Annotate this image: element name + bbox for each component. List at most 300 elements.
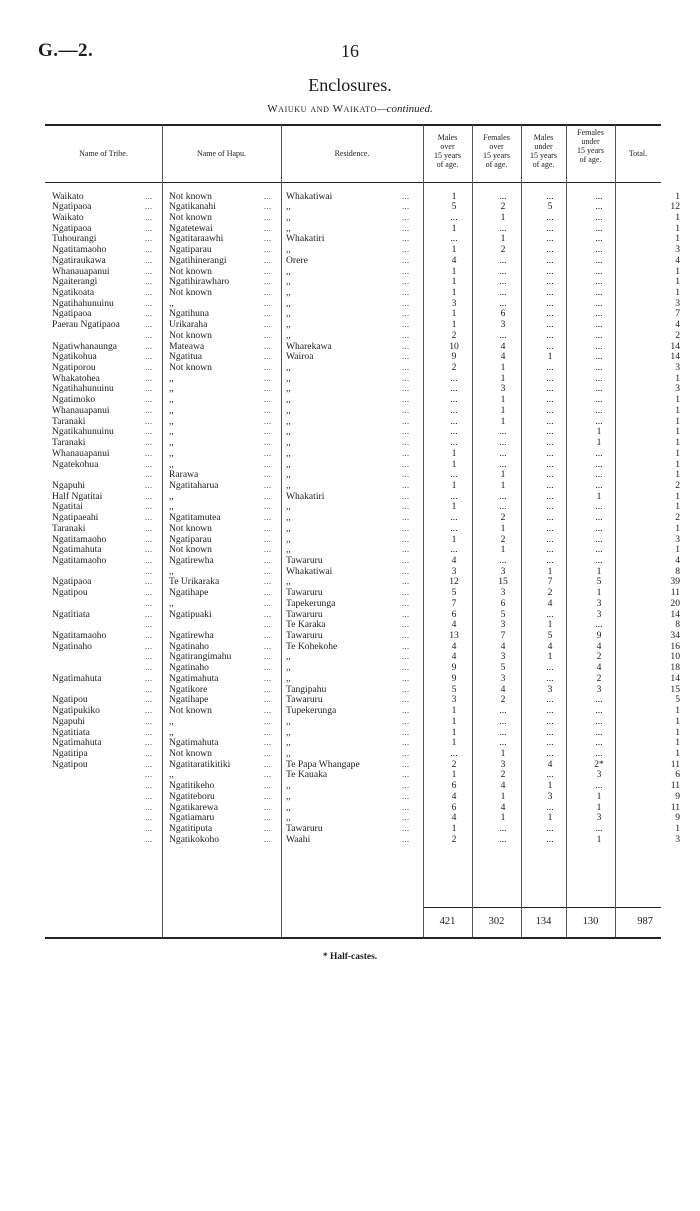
leader-dots: ... — [145, 438, 153, 448]
leader-dots: ... — [264, 813, 272, 823]
table-row — [0, 438, 700, 449]
males-under-cell: ... — [546, 609, 554, 620]
leader-dots: ... — [264, 373, 272, 383]
leader-dots: ... — [402, 234, 410, 244]
males-over-cell: 2 — [451, 363, 457, 374]
leader-dots: ... — [402, 566, 410, 576]
hapu-cell: ,, — [169, 598, 174, 609]
females-over-cell: 1 — [500, 395, 506, 406]
males-over-cell: 1 — [451, 245, 457, 256]
tribe-cell: Ngaiterangi — [52, 277, 98, 288]
leader-dots: ... — [145, 673, 153, 683]
hapu-cell: Ngatitua — [169, 352, 203, 363]
females-under-cell: ... — [595, 384, 603, 395]
leader-dots: ... — [402, 534, 410, 544]
table-row — [0, 738, 700, 749]
hapu-cell: Ngatitamutea — [169, 513, 221, 524]
residence-cell: Whakatiri — [286, 491, 325, 502]
females-under-cell: 1 — [596, 427, 602, 438]
table-row — [0, 663, 700, 674]
leader-dots: ... — [264, 823, 272, 833]
tribe-cell: Ngatitamaoho — [52, 555, 107, 566]
hapu-cell: ,, — [169, 427, 174, 438]
females-over-cell: 4 — [500, 341, 506, 352]
residence-cell: Waahi — [286, 834, 311, 845]
tribe-cell: Ngatihahunuinu — [52, 298, 114, 309]
females-under-cell: ... — [595, 781, 603, 792]
females-under-cell: ... — [595, 534, 603, 545]
leader-dots: ... — [402, 298, 410, 308]
females-over-cell: 1 — [500, 405, 506, 416]
males-under-cell: ... — [546, 223, 554, 234]
males-over-cell: 7 — [451, 598, 457, 609]
males-over-cell: 4 — [451, 641, 457, 652]
males-under-cell: ... — [546, 738, 554, 749]
males-under-cell: ... — [546, 663, 554, 674]
leader-dots: ... — [402, 588, 410, 598]
females-under-cell: 1 — [596, 438, 602, 449]
females-over-cell: 1 — [500, 212, 506, 223]
males-under-cell: ... — [546, 470, 554, 481]
leader-dots: ... — [264, 770, 272, 780]
total-cell: 1 — [675, 212, 680, 223]
header-line: over — [440, 142, 455, 151]
leader-dots: ... — [264, 684, 272, 694]
header-line: under — [534, 142, 553, 151]
residence-cell: ,, — [286, 813, 291, 824]
leader-dots: ... — [145, 266, 153, 276]
females-over-cell: 4 — [500, 684, 506, 695]
total-cell: 1 — [675, 748, 680, 759]
females-under-cell: ... — [595, 395, 603, 406]
leader-dots: ... — [264, 448, 272, 458]
leader-dots: ... — [402, 330, 410, 340]
header-residence: Residence. — [334, 149, 370, 158]
total-cell: 1 — [675, 395, 680, 406]
tribe-cell: Ngatipaeahi — [52, 513, 99, 524]
residence-cell: ,, — [286, 287, 291, 298]
males-under-cell: ... — [546, 459, 554, 470]
females-over-cell: 2 — [500, 534, 506, 545]
males-over-cell: 5 — [451, 588, 457, 599]
leader-dots: ... — [145, 352, 153, 362]
residence-cell: Whakatiri — [286, 234, 325, 245]
females-over-cell: ... — [499, 491, 507, 502]
females-under-cell: ... — [595, 405, 603, 416]
leader-dots: ... — [402, 255, 410, 265]
leader-dots: ... — [264, 245, 272, 255]
males-over-cell: 4 — [451, 255, 457, 266]
males-under-cell: ... — [546, 234, 554, 245]
leader-dots: ... — [145, 727, 153, 737]
males-under-cell: ... — [546, 277, 554, 288]
total-cell: 34 — [670, 631, 680, 642]
tribe-cell: Taranaki — [52, 416, 86, 427]
total-cell: 5 — [675, 695, 680, 706]
males-under-cell: ... — [546, 405, 554, 416]
table-row — [0, 652, 700, 663]
table-row — [0, 502, 700, 513]
leader-dots: ... — [264, 513, 272, 523]
hapu-cell: Ngatitaraawhi — [169, 234, 224, 245]
tribe-cell: Ngatimahuta — [52, 738, 102, 749]
males-over-cell: ... — [450, 373, 458, 384]
table-row — [0, 674, 700, 685]
tribe-cell: Ngatikoata — [52, 287, 95, 298]
females-under-cell: 2* — [594, 759, 604, 770]
residence-cell: ,, — [286, 277, 291, 288]
leader-dots: ... — [145, 609, 153, 619]
leader-dots: ... — [145, 566, 153, 576]
leader-dots: ... — [264, 727, 272, 737]
leader-dots: ... — [402, 716, 410, 726]
table-row — [0, 642, 700, 653]
residence-cell: Whakatiwai — [286, 566, 333, 577]
leader-dots: ... — [402, 791, 410, 801]
males-under-cell: ... — [546, 448, 554, 459]
tribe-cell: Ngapuhi — [52, 716, 86, 727]
hapu-cell: ,, — [169, 298, 174, 309]
table-row — [0, 803, 700, 814]
hapu-cell: ,, — [169, 405, 174, 416]
leader-dots: ... — [145, 823, 153, 833]
total-cell: 11 — [670, 802, 680, 813]
males-over-cell: ... — [450, 491, 458, 502]
hapu-cell: Ngatitikeho — [169, 781, 215, 792]
total-cell: 1 — [675, 545, 680, 556]
males-under-cell: ... — [546, 513, 554, 524]
leader-dots: ... — [264, 438, 272, 448]
males-over-cell: 9 — [451, 673, 457, 684]
females-under-cell: ... — [595, 513, 603, 524]
males-under-cell: ... — [546, 212, 554, 223]
males-over-cell: 1 — [451, 287, 457, 298]
leader-dots: ... — [145, 309, 153, 319]
females-under-cell: ... — [595, 341, 603, 352]
residence-cell: ,, — [286, 480, 291, 491]
leader-dots: ... — [402, 577, 410, 587]
hapu-cell: Te Urikaraka — [169, 577, 220, 588]
hapu-cell: ,, — [169, 502, 174, 513]
females-over-cell: 1 — [500, 813, 506, 824]
table-row — [0, 760, 700, 771]
males-under-cell: ... — [546, 438, 554, 449]
header-line: 15 years — [434, 151, 461, 160]
females-over-cell: 1 — [500, 480, 506, 491]
hapu-cell: Ngatinaho — [169, 663, 209, 674]
total-cell: 1 — [675, 502, 680, 513]
females-under-cell: ... — [595, 727, 603, 738]
leader-dots: ... — [264, 223, 272, 233]
total-males-over: 421 — [439, 916, 456, 927]
table-row — [0, 610, 700, 621]
females-under-cell: ... — [595, 470, 603, 481]
males-under-cell: ... — [546, 427, 554, 438]
residence-cell: ,, — [286, 577, 291, 588]
leader-dots: ... — [264, 738, 272, 748]
residence-cell: ,, — [286, 791, 291, 802]
hapu-cell: Ngatihape — [169, 695, 209, 706]
females-over-cell: ... — [499, 427, 507, 438]
males-under-cell: ... — [546, 802, 554, 813]
tribe-cell: Ngatihahunuinu — [52, 384, 114, 395]
females-over-cell: ... — [499, 459, 507, 470]
total-cell: 14 — [670, 341, 680, 352]
leader-dots: ... — [402, 459, 410, 469]
tribe-cell: Ngatiraukawa — [52, 255, 106, 266]
hapu-cell: Ngatihinerangi — [169, 255, 227, 266]
header-line: Males — [533, 133, 554, 142]
leader-dots: ... — [402, 287, 410, 297]
table-row — [0, 524, 700, 535]
males-over-cell: 1 — [451, 448, 457, 459]
residence-cell: Tawaruru — [286, 555, 323, 566]
residence-cell: ,, — [286, 748, 291, 759]
females-under-cell: 1 — [596, 566, 602, 577]
leader-dots: ... — [145, 384, 153, 394]
total-cell: 11 — [670, 781, 680, 792]
total-cell: 2 — [675, 330, 680, 341]
males-under-cell: 2 — [547, 588, 553, 599]
table-row — [0, 363, 700, 374]
total-cell: 14 — [670, 609, 680, 620]
table-row — [0, 417, 700, 428]
females-over-cell: ... — [499, 191, 507, 202]
table-row — [0, 309, 700, 320]
females-over-cell: 1 — [500, 373, 506, 384]
males-over-cell: 4 — [451, 652, 457, 663]
table-row — [0, 245, 700, 256]
residence-cell: ,, — [286, 223, 291, 234]
males-under-cell: ... — [546, 555, 554, 566]
leader-dots: ... — [264, 641, 272, 651]
females-under-cell: ... — [595, 555, 603, 566]
residence-cell: ,, — [286, 738, 291, 749]
males-over-cell: 3 — [451, 298, 457, 309]
females-over-cell: ... — [499, 298, 507, 309]
females-over-cell: 3 — [500, 588, 506, 599]
males-under-cell: ... — [546, 727, 554, 738]
hapu-cell: Ngatetewai — [169, 223, 213, 234]
table-top-rule — [45, 124, 661, 126]
males-over-cell: ... — [450, 384, 458, 395]
tribe-cell: Ngatiwhanaunga — [52, 341, 118, 352]
leader-dots: ... — [264, 545, 272, 555]
males-under-cell: ... — [546, 320, 554, 331]
females-under-cell: ... — [595, 202, 603, 213]
tribe-cell: Ngatikohua — [52, 352, 97, 363]
tribe-cell: Ngatitamaoho — [52, 245, 107, 256]
leader-dots: ... — [264, 716, 272, 726]
leader-dots: ... — [402, 245, 410, 255]
total-cell: 14 — [670, 352, 680, 363]
residence-cell: Tangipahu — [286, 684, 327, 695]
total-males-under: 134 — [535, 916, 552, 927]
header-tribe: Name of Tribe. — [79, 149, 128, 158]
residence-cell: Tawaruru — [286, 588, 323, 599]
females-over-cell: 3 — [500, 384, 506, 395]
males-under-cell: ... — [546, 191, 554, 202]
tribe-cell: Whanauapanui — [52, 266, 110, 277]
total-cell: 11 — [670, 588, 680, 599]
leader-dots: ... — [402, 191, 410, 201]
leader-dots: ... — [145, 491, 153, 501]
table-row — [0, 749, 700, 760]
tribe-cell: Ngatimoko — [52, 395, 96, 406]
hapu-cell: Ngatihuna — [169, 309, 209, 320]
females-under-cell: ... — [595, 502, 603, 513]
table-row — [0, 577, 700, 588]
residence-cell: ,, — [286, 320, 291, 331]
males-under-cell: ... — [546, 523, 554, 534]
hapu-cell: Ngatipuaki — [169, 609, 212, 620]
hapu-cell: Not known — [169, 545, 212, 556]
total-cell: 3 — [675, 834, 680, 845]
table-row — [0, 717, 700, 728]
hapu-cell: Ngatitaharua — [169, 480, 219, 491]
leader-dots: ... — [402, 555, 410, 565]
total-cell: 1 — [675, 727, 680, 738]
residence-cell: ,, — [286, 384, 291, 395]
males-under-cell: 5 — [547, 202, 553, 213]
males-over-cell: 1 — [451, 266, 457, 277]
tribe-cell: Ngatitipa — [52, 748, 88, 759]
leader-dots: ... — [145, 277, 153, 287]
males-over-cell: 2 — [451, 759, 457, 770]
total-cell: 1 — [675, 716, 680, 727]
table-row — [0, 513, 700, 524]
females-over-cell: ... — [499, 448, 507, 459]
table-row — [0, 535, 700, 546]
males-over-cell: 13 — [449, 631, 459, 642]
residence-cell: Tawaruru — [286, 695, 323, 706]
leader-dots: ... — [264, 523, 272, 533]
females-under-cell: ... — [595, 277, 603, 288]
males-under-cell: ... — [546, 748, 554, 759]
leader-dots: ... — [402, 405, 410, 415]
tribe-cell: Ngatitamaoho — [52, 631, 107, 642]
leader-dots: ... — [264, 609, 272, 619]
males-under-cell: 1 — [547, 620, 553, 631]
females-over-cell: ... — [499, 438, 507, 449]
leader-dots: ... — [264, 212, 272, 222]
females-under-cell: 3 — [596, 770, 602, 781]
females-under-cell: ... — [595, 706, 603, 717]
tribe-cell: Ngatipaoa — [52, 577, 92, 588]
females-under-cell: ... — [595, 738, 603, 749]
males-under-cell: ... — [546, 491, 554, 502]
leader-dots: ... — [402, 759, 410, 769]
males-over-cell: 1 — [451, 738, 457, 749]
leader-dots: ... — [402, 502, 410, 512]
total-females-under: 130 — [582, 916, 599, 927]
total-cell: 12 — [670, 202, 680, 213]
leader-dots: ... — [264, 266, 272, 276]
males-under-cell: ... — [546, 834, 554, 845]
leader-dots: ... — [264, 395, 272, 405]
leader-dots: ... — [264, 427, 272, 437]
tribe-cell: Ngatipaoa — [52, 309, 92, 320]
header-line: Females — [483, 133, 510, 142]
hapu-cell: Ngatimahuta — [169, 738, 219, 749]
tribe-cell: Whanauapanui — [52, 448, 110, 459]
males-over-cell: ... — [450, 416, 458, 427]
leader-dots: ... — [402, 523, 410, 533]
leader-dots: ... — [402, 652, 410, 662]
total-cell: 1 — [675, 491, 680, 502]
total-cell: 2 — [675, 513, 680, 524]
males-over-cell: ... — [450, 470, 458, 481]
leader-dots: ... — [402, 695, 410, 705]
leader-dots: ... — [402, 738, 410, 748]
leader-dots: ... — [145, 663, 153, 673]
leader-dots: ... — [402, 320, 410, 330]
leader-dots: ... — [402, 770, 410, 780]
females-over-cell: 2 — [500, 770, 506, 781]
table-row — [0, 299, 700, 310]
females-under-cell: ... — [595, 330, 603, 341]
females-under-cell: ... — [595, 716, 603, 727]
residence-cell: ,, — [286, 245, 291, 256]
residence-cell: ,, — [286, 266, 291, 277]
hapu-cell: Ngatirewha — [169, 555, 214, 566]
leader-dots: ... — [145, 545, 153, 555]
males-under-cell: ... — [546, 373, 554, 384]
document-code: G.—2. — [38, 40, 94, 61]
females-over-cell: 1 — [500, 234, 506, 245]
leader-dots: ... — [145, 620, 153, 630]
total-cell: 1 — [675, 523, 680, 534]
table-row — [0, 449, 700, 460]
males-under-cell: ... — [546, 706, 554, 717]
tribe-cell: Ngatinaho — [52, 641, 92, 652]
males-under-cell: ... — [546, 298, 554, 309]
males-under-cell: 1 — [547, 813, 553, 824]
leader-dots: ... — [145, 405, 153, 415]
total-cell: 1 — [675, 277, 680, 288]
leader-dots: ... — [264, 631, 272, 641]
residence-cell: ,, — [286, 502, 291, 513]
total-cell: 3 — [675, 298, 680, 309]
females-over-cell: 4 — [500, 641, 506, 652]
leader-dots: ... — [402, 480, 410, 490]
table-row — [0, 320, 700, 331]
total-females-over: 302 — [488, 916, 505, 927]
leader-dots: ... — [145, 748, 153, 758]
leader-dots: ... — [145, 802, 153, 812]
females-over-cell: 4 — [500, 802, 506, 813]
leader-dots: ... — [264, 363, 272, 373]
hapu-cell: Ngatirewha — [169, 631, 214, 642]
leader-dots: ... — [402, 373, 410, 383]
hapu-cell: ,, — [169, 416, 174, 427]
males-under-cell: 3 — [547, 684, 553, 695]
leader-dots: ... — [145, 641, 153, 651]
tribe-cell: Ngatipaoa — [52, 202, 92, 213]
females-under-cell: 3 — [596, 813, 602, 824]
residence-cell: ,, — [286, 416, 291, 427]
leader-dots: ... — [145, 212, 153, 222]
leader-dots: ... — [264, 287, 272, 297]
leader-dots: ... — [145, 791, 153, 801]
leader-dots: ... — [264, 480, 272, 490]
females-over-cell: 3 — [500, 620, 506, 631]
leader-dots: ... — [402, 352, 410, 362]
males-under-cell: ... — [546, 287, 554, 298]
males-under-cell: 7 — [547, 577, 553, 588]
leader-dots: ... — [264, 706, 272, 716]
leader-dots: ... — [264, 759, 272, 769]
